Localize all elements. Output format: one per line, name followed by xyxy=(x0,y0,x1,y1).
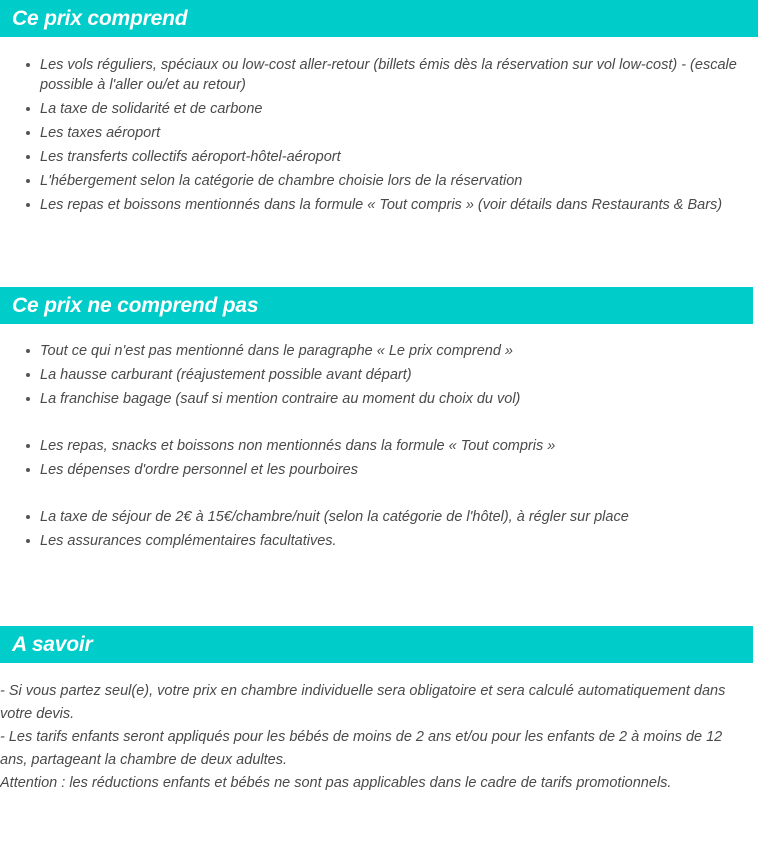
included-list xyxy=(0,55,758,215)
excluded-list-group-two xyxy=(0,436,758,480)
good-to-know-paragraph: - Les tarifs enfants seront appliqués pour les bébés de moins de 2 ans et/ou pour les enfants de 2 à moins de 12 ans, partageant la chambre de deux adultes. xyxy=(0,729,723,768)
section-title-included: Ce prix comprend xyxy=(12,7,188,30)
section-header-included xyxy=(0,0,758,37)
list-group-spacer xyxy=(0,413,758,436)
section-title-excluded: Ce prix ne comprend pas xyxy=(12,294,259,317)
list-item: L'hébergement selon la catégorie de chambre choisie lors de la réservation xyxy=(0,171,758,191)
section-header-excluded xyxy=(0,287,753,324)
list-item: La hausse carburant (réajustement possible avant départ) xyxy=(0,365,758,385)
list-group-spacer xyxy=(0,484,758,507)
list-item: Les transferts collectifs aéroport-hôtel-aéroport xyxy=(0,147,758,167)
list-item: Les assurances complémentaires facultatives. xyxy=(0,531,758,551)
good-to-know-paragraph: - Si vous partez seul(e), votre prix en chambre individuelle sera obligatoire et sera calculé automatiquement dans votre devis. xyxy=(0,683,726,722)
excluded-list-group-one xyxy=(0,341,758,409)
list-item: Les repas, snacks et boissons non mentionnés dans la formule « Tout compris » xyxy=(0,436,758,456)
list-item: Les dépenses d'ordre personnel et les pourboires xyxy=(0,460,758,480)
good-to-know-body xyxy=(0,663,758,795)
list-item: Les vols réguliers, spéciaux ou low-cost aller-retour (billets émis dès la réservation sur vol low-cost) - (escale possible à l'aller ou/et au retour) xyxy=(0,55,758,95)
section-spacer xyxy=(0,219,758,287)
good-to-know-paragraph: Attention : les réductions enfants et bébés ne sont pas applicables dans le cadre de tarifs promotionnels. xyxy=(0,775,672,791)
list-item: La taxe de solidarité et de carbone xyxy=(0,99,758,119)
excluded-list-group-three xyxy=(0,507,758,551)
list-item: La taxe de séjour de 2€ à 15€/chambre/nuit (selon la catégorie de l'hôtel), à régler sur place xyxy=(0,507,758,527)
section-title-good-to-know: A savoir xyxy=(12,633,93,656)
list-item: Les taxes aéroport xyxy=(0,123,758,143)
included-body xyxy=(0,37,758,215)
list-item: La franchise bagage (sauf si mention contraire au moment du choix du vol) xyxy=(0,389,758,409)
section-header-good-to-know xyxy=(0,626,753,663)
list-item: Les repas et boissons mentionnés dans la formule « Tout compris » (voir détails dans Restaurants & Bars) xyxy=(0,195,758,215)
excluded-body xyxy=(0,324,758,551)
section-spacer xyxy=(0,555,758,626)
list-item: Tout ce qui n'est pas mentionné dans le paragraphe « Le prix comprend » xyxy=(0,341,758,361)
